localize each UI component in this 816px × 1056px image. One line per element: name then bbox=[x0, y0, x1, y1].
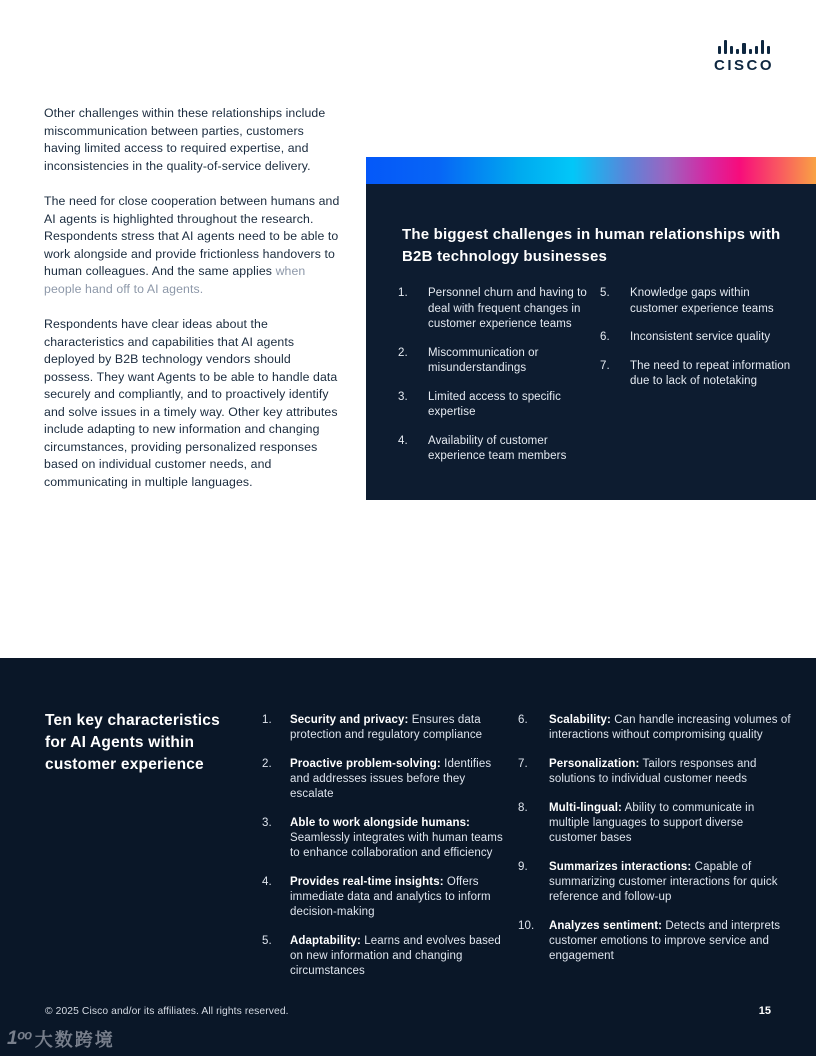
item-text: Availability of customer experience team members bbox=[428, 434, 567, 462]
item-text: Personnel churn and having to deal with frequent changes in customer experience teams bbox=[428, 287, 587, 330]
intro-text-column bbox=[44, 105, 340, 509]
challenges-list bbox=[366, 286, 816, 478]
item-number: 2. bbox=[262, 758, 272, 770]
challenges-card bbox=[366, 157, 816, 500]
item-number: 6. bbox=[518, 714, 528, 726]
characteristic-item bbox=[518, 713, 794, 743]
item-number: 2. bbox=[398, 346, 408, 359]
item-text: Inconsistent service quality bbox=[630, 331, 771, 343]
item-number: 1. bbox=[262, 714, 272, 726]
item-text: Knowledge gaps within customer experience teams bbox=[630, 287, 774, 315]
watermark-logo-icon: 1ᵒᵒ bbox=[7, 1028, 31, 1049]
characteristics-section bbox=[0, 658, 816, 1056]
copyright-notice: © 2025 Cisco and/or its affiliates. All rights reserved. bbox=[45, 1006, 289, 1017]
item-text: Personalization: Tailors responses and solutions to individual customer needs bbox=[549, 758, 757, 785]
item-text: Miscommunication or misunderstandings bbox=[428, 346, 539, 374]
cisco-bridge-icon bbox=[713, 40, 775, 54]
item-number: 7. bbox=[600, 359, 610, 372]
challenge-item bbox=[600, 359, 802, 390]
challenge-item bbox=[398, 346, 600, 377]
item-text: Multi-lingual: Ability to communicate in multiple languages to support diverse customer bases bbox=[549, 802, 755, 844]
item-text: Analyzes sentiment: Detects and interprets customer emotions to improve service and engagement bbox=[549, 920, 781, 962]
characteristics-heading: Ten key characteristics for AI Agents within customer experience bbox=[45, 712, 220, 773]
characteristic-item bbox=[262, 816, 512, 861]
paragraph-2-muted: when people hand off to AI agents. bbox=[44, 264, 306, 296]
paragraph-2-main: The need for close cooperation between humans and AI agents is highlighted throughout the research. Respondents stress that AI agents need to be able to work alongside and provide frictionless handovers to human colleagues. And the same applies bbox=[44, 194, 340, 278]
characteristic-item bbox=[262, 875, 512, 920]
cisco-logo bbox=[713, 40, 775, 74]
item-number: 3. bbox=[398, 390, 408, 403]
characteristics-list-left bbox=[262, 713, 512, 993]
characteristic-item bbox=[518, 757, 794, 787]
characteristic-item bbox=[518, 860, 794, 905]
item-number: 5. bbox=[600, 287, 610, 299]
item-number: 10. bbox=[518, 920, 535, 932]
item-number: 4. bbox=[398, 434, 408, 447]
item-number: 8. bbox=[518, 802, 528, 814]
characteristic-item bbox=[262, 713, 512, 743]
rainbow-gradient-bar bbox=[366, 157, 816, 184]
challenges-card-title: The biggest challenges in human relationships with B2B technology businesses bbox=[402, 226, 781, 265]
item-number: 5. bbox=[262, 935, 272, 947]
characteristics-list-right bbox=[518, 713, 794, 978]
challenges-list-left bbox=[398, 286, 600, 478]
challenge-item bbox=[398, 434, 600, 465]
paragraph-1: Other challenges within these relationships include miscommunication between parties, customers having limited access to required expertise, and inconsistencies in the quality-of-service delivery. bbox=[44, 106, 326, 173]
item-text: Provides real-time insights: Offers immediate data and analytics to inform decision-making bbox=[290, 876, 491, 918]
item-text: Able to work alongside humans: Seamlessly integrates with human teams to enhance collaboration and efficiency bbox=[290, 817, 503, 859]
characteristic-item bbox=[262, 757, 512, 802]
item-number: 6. bbox=[600, 331, 610, 343]
item-text: Summarizes interactions: Capable of summarizing customer interactions for quick reference and follow-up bbox=[549, 861, 778, 903]
challenge-item bbox=[600, 330, 802, 346]
item-text: Security and privacy: Ensures data protection and regulatory compliance bbox=[290, 714, 483, 741]
paragraph-3: Respondents have clear ideas about the characteristics and capabilities that AI agents deployed by B2B technology vendors should possess. They want Agents to be able to handle data securely and compliantly, and to proactively identify and solve issues in a timely way. Other key attributes include adapting to new information and changing circumstances, providing personalized responses based on individual customer needs, and communicating in multiple languages. bbox=[44, 317, 338, 489]
watermark-text: 大数跨境 bbox=[34, 1030, 115, 1051]
item-text: Adaptability: Learns and evolves based on new information and changing circumstances bbox=[290, 935, 501, 977]
watermark bbox=[7, 1026, 115, 1052]
characteristic-item bbox=[518, 801, 794, 846]
item-number: 9. bbox=[518, 861, 528, 873]
item-number: 4. bbox=[262, 876, 272, 888]
challenge-item bbox=[600, 286, 802, 317]
item-number: 1. bbox=[398, 287, 408, 299]
characteristic-item bbox=[518, 919, 794, 964]
challenges-list-right bbox=[600, 286, 802, 478]
item-text: Scalability: Can handle increasing volumes of interactions without compromising quality bbox=[549, 714, 791, 741]
challenge-item bbox=[398, 286, 600, 333]
item-number: 7. bbox=[518, 758, 528, 770]
item-number: 3. bbox=[262, 817, 272, 829]
item-text: The need to repeat information due to lack of notetaking bbox=[630, 359, 791, 387]
challenge-item bbox=[398, 390, 600, 421]
cisco-wordmark: CISCO bbox=[713, 57, 774, 74]
item-text: Limited access to specific expertise bbox=[428, 390, 561, 418]
paragraph-2 bbox=[44, 193, 340, 298]
characteristic-item bbox=[262, 934, 512, 979]
item-text: Proactive problem-solving: Identifies and addresses issues before they escalate bbox=[290, 758, 492, 800]
page-number: 15 bbox=[758, 1005, 771, 1017]
